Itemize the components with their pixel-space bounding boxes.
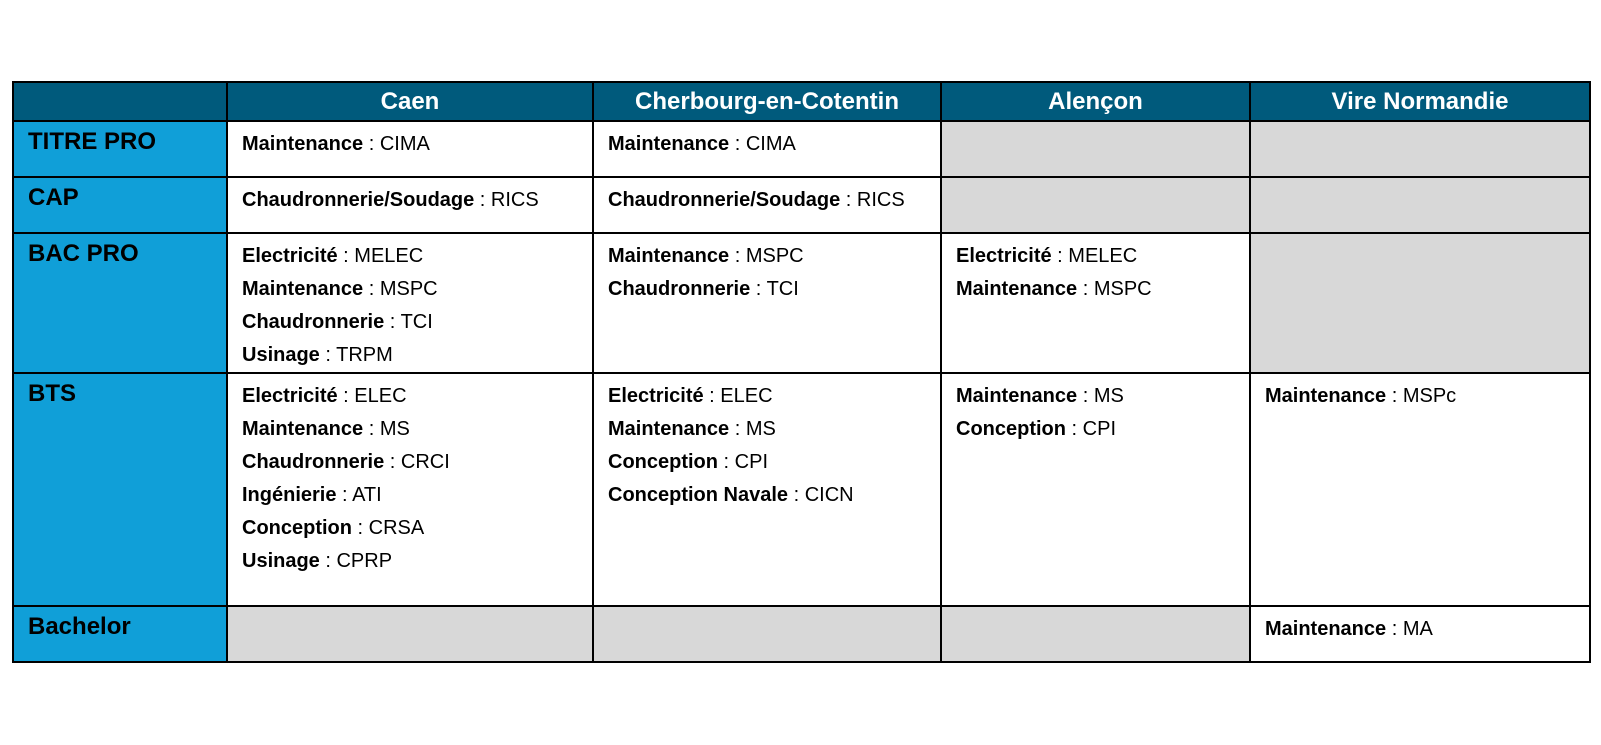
program-entry: Maintenance : MSPC xyxy=(608,245,804,267)
program-entry: Usinage : CPRP xyxy=(242,550,393,572)
program-code: CRCI xyxy=(400,451,450,473)
field-name: Usinage xyxy=(242,344,320,366)
program-entry: Maintenance : MSPC xyxy=(956,278,1152,300)
empty-cell-vire xyxy=(1250,121,1590,177)
field-name: Maintenance xyxy=(608,133,730,155)
program-code: MSPC xyxy=(745,245,804,267)
program-code: ELEC xyxy=(354,385,407,407)
program-code: MSPC xyxy=(1093,278,1152,300)
field-name: Maintenance xyxy=(1265,385,1387,407)
field-name: Chaudronnerie/Soudage xyxy=(608,189,841,211)
field-name: Ingénierie xyxy=(242,484,337,506)
empty-cell-vire xyxy=(1250,177,1590,233)
field-name: Maintenance xyxy=(608,245,730,267)
cell-vire xyxy=(1250,373,1590,606)
program-entry: Conception : CPI xyxy=(608,451,769,473)
program-entry: Ingénierie : ATI xyxy=(242,484,382,506)
column-header-cherbourg: Cherbourg-en-Cotentin xyxy=(593,82,941,121)
program-entry: Maintenance : MSPc xyxy=(1265,385,1457,407)
cell-cherbourg xyxy=(593,177,941,233)
field-name: Conception xyxy=(242,517,352,539)
program-entry: Maintenance : CIMA xyxy=(608,133,796,155)
table-row xyxy=(13,177,1590,233)
program-code: CICN xyxy=(804,484,854,506)
field-name: Usinage xyxy=(242,550,320,572)
empty-cell-vire xyxy=(1250,233,1590,373)
field-name: Electricité xyxy=(242,245,338,267)
program-code: CRSA xyxy=(368,517,425,539)
program-entry: Maintenance : MS xyxy=(608,418,776,440)
program-entry: Electricité : ELEC xyxy=(242,385,407,407)
row-header: BTS xyxy=(13,373,227,606)
program-entry: Chaudronnerie/Soudage : RICS xyxy=(608,189,905,211)
table-body xyxy=(13,121,1590,662)
program-entry: Chaudronnerie : TCI xyxy=(242,311,433,333)
field-name: Conception xyxy=(956,418,1066,440)
program-entry: Maintenance : MS xyxy=(242,418,410,440)
program-code: MS xyxy=(745,418,776,440)
program-entry: Maintenance : MA xyxy=(1265,618,1433,640)
field-name: Conception Navale xyxy=(608,484,789,506)
program-entry: Chaudronnerie : TCI xyxy=(608,278,799,300)
corner-cell xyxy=(13,82,227,121)
cell-alencon xyxy=(941,373,1250,606)
field-name: Conception xyxy=(608,451,718,473)
field-name: Chaudronnerie xyxy=(608,278,751,300)
program-code: TRPM xyxy=(336,344,393,366)
field-name: Maintenance xyxy=(608,418,730,440)
row-header: CAP xyxy=(13,177,227,233)
cell-vire xyxy=(1250,606,1590,662)
program-code: MA xyxy=(1402,618,1433,640)
program-code: CIMA xyxy=(379,133,430,155)
program-entry: Maintenance : MSPC xyxy=(242,278,438,300)
program-entry: Usinage : TRPM xyxy=(242,344,393,366)
field-name: Chaudronnerie xyxy=(242,451,385,473)
table-row xyxy=(13,233,1590,373)
program-code: ATI xyxy=(352,484,382,506)
cell-caen xyxy=(227,373,593,606)
program-entry: Electricité : MELEC xyxy=(956,245,1138,267)
program-code: TCI xyxy=(400,311,433,333)
field-name: Maintenance xyxy=(1265,618,1387,640)
empty-cell-alencon xyxy=(941,121,1250,177)
field-name: Maintenance xyxy=(242,133,364,155)
row-header: Bachelor xyxy=(13,606,227,662)
field-name: Chaudronnerie/Soudage xyxy=(242,189,475,211)
program-code: RICS xyxy=(856,189,905,211)
table-row xyxy=(13,606,1590,662)
table-row xyxy=(13,373,1590,606)
table-row xyxy=(13,121,1590,177)
program-code: MS xyxy=(379,418,410,440)
row-header: BAC PRO xyxy=(13,233,227,373)
program-entry: Conception Navale : CICN xyxy=(608,484,854,506)
cell-caen xyxy=(227,177,593,233)
program-code: MSPC xyxy=(379,278,438,300)
program-code: MELEC xyxy=(354,245,424,267)
cell-caen xyxy=(227,233,593,373)
empty-cell-alencon xyxy=(941,177,1250,233)
program-code: CIMA xyxy=(745,133,796,155)
program-entry: Maintenance : CIMA xyxy=(242,133,430,155)
cell-caen xyxy=(227,121,593,177)
program-code: CPI xyxy=(1082,418,1117,440)
program-code: MSPc xyxy=(1402,385,1457,407)
row-header: TITRE PRO xyxy=(13,121,227,177)
field-name: Maintenance xyxy=(956,278,1078,300)
cell-cherbourg xyxy=(593,121,941,177)
header-row xyxy=(13,82,1590,121)
program-code: ELEC xyxy=(720,385,773,407)
program-entry: Electricité : MELEC xyxy=(242,245,424,267)
program-entry: Chaudronnerie/Soudage : RICS xyxy=(242,189,539,211)
program-entry: Electricité : ELEC xyxy=(608,385,773,407)
empty-cell-caen xyxy=(227,606,593,662)
field-name: Maintenance xyxy=(242,278,364,300)
field-name: Electricité xyxy=(608,385,704,407)
column-header-vire: Vire Normandie xyxy=(1250,82,1590,121)
field-name: Maintenance xyxy=(242,418,364,440)
column-header-caen: Caen xyxy=(227,82,593,121)
program-code: RICS xyxy=(490,189,539,211)
cell-cherbourg xyxy=(593,373,941,606)
program-code: MELEC xyxy=(1068,245,1138,267)
field-name: Maintenance xyxy=(956,385,1078,407)
empty-cell-alencon xyxy=(941,606,1250,662)
program-entry: Conception : CPI xyxy=(956,418,1117,440)
program-code: CPI xyxy=(734,451,769,473)
program-entry: Conception : CRSA xyxy=(242,517,425,539)
program-code: MS xyxy=(1093,385,1124,407)
cell-cherbourg xyxy=(593,233,941,373)
column-header-alencon: Alençon xyxy=(941,82,1250,121)
training-table xyxy=(12,81,1591,663)
field-name: Electricité xyxy=(956,245,1052,267)
program-entry: Chaudronnerie : CRCI xyxy=(242,451,450,473)
program-entry: Maintenance : MS xyxy=(956,385,1124,407)
field-name: Chaudronnerie xyxy=(242,311,385,333)
program-code: TCI xyxy=(766,278,799,300)
program-code: CPRP xyxy=(336,550,393,572)
empty-cell-cherbourg xyxy=(593,606,941,662)
cell-alencon xyxy=(941,233,1250,373)
field-name: Electricité xyxy=(242,385,338,407)
